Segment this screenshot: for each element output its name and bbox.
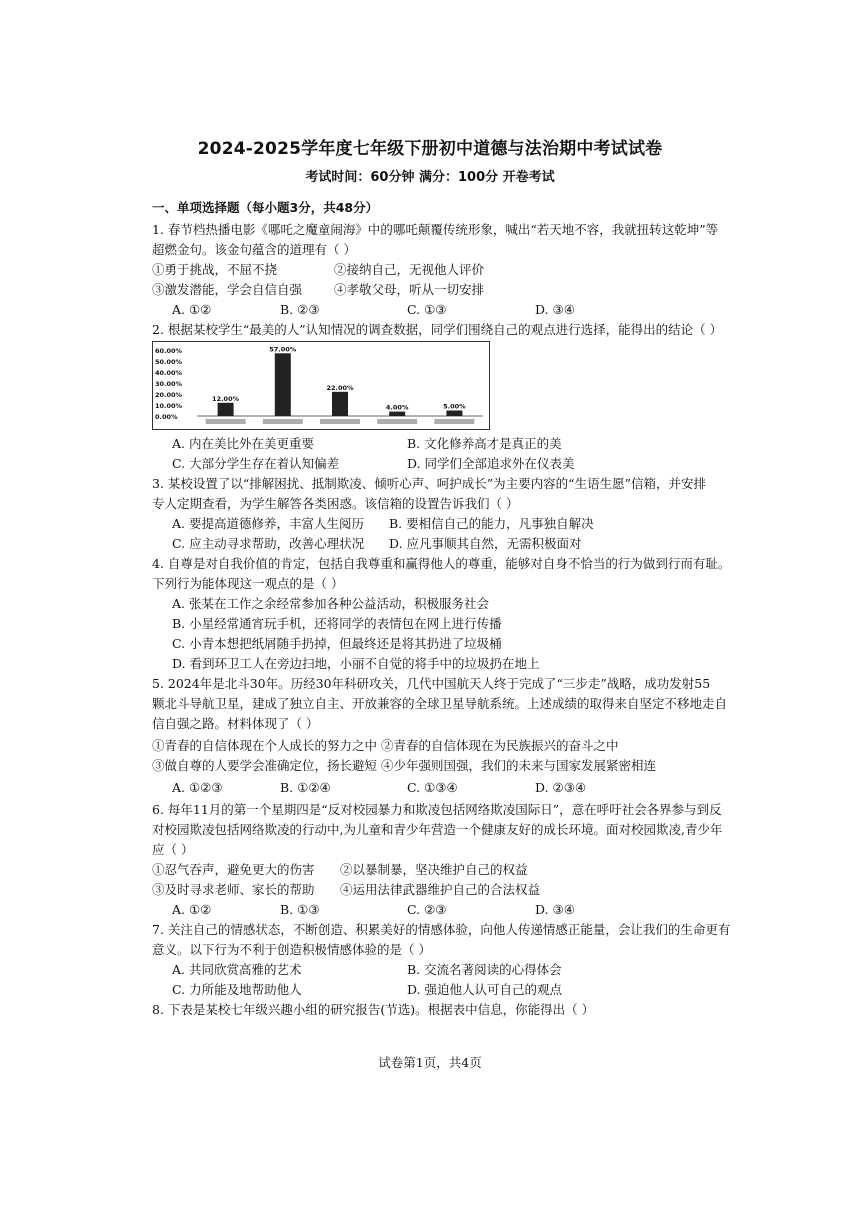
q4-option-a[interactable]: A. 张某在工作之余经常参加各种公益活动，积极服务社会 [172,596,489,611]
y-tick-label: 50.00% [155,358,183,366]
page-title: 2024-2025学年度七年级下册初中道德与法治期中考试试卷 [197,139,663,159]
q6-option-d[interactable]: D. ③④ [535,902,575,917]
q6-item-1: ①忍气吞声，避免更大的伤害 [152,862,315,877]
q1-option-d[interactable]: D. ③④ [535,302,575,317]
q4-option-b[interactable]: B. 小星经常通宵玩手机，还将同学的表情包在网上进行传播 [172,616,502,631]
q2-option-d[interactable]: D. 同学们全部追求外在仪表美 [407,456,575,471]
bar-1 [218,403,234,416]
q4-option-d[interactable]: D. 看到环卫工人在旁边扫地，小丽不自觉的将手中的垃圾扔在地上 [172,656,540,671]
q7-option-c[interactable]: C. 力所能及地帮助他人 [172,982,302,997]
q3-option-a[interactable]: A. 要提高道德修养，丰富人生阅历 [172,516,364,531]
q6-stem-line1: 6. 每年11月的第一个星期四是“反对校园暴力和欺凌包括网络欺凌国际日”，意在呼吁社会各界参与到反 [152,802,722,817]
category-label-blur [377,419,417,424]
q6-stem-line3: 应（ ） [152,842,194,857]
q3-stem-line1: 3. 某校设置了以“排解困扰、抵制欺凌、倾听心声、呵护成长”为主要内容的“生语生愿”信箱，并安排 [152,476,706,491]
q5-option-a[interactable]: A. ①②③ [172,780,223,795]
q7-option-a[interactable]: A. 共同欣赏高雅的艺术 [172,962,302,977]
q1-item-4: ④孝敬父母，听从一切安排 [334,282,485,297]
q1-stem-line2: 超燃金句。该金句蕴含的道理有（ ） [152,242,356,257]
q5-option-b[interactable]: B. ①②④ [280,780,331,795]
bar-2 [275,353,291,416]
q1-stem-line1: 1. 春节档热播电影《哪吒之魔童闹海》中的哪吒颠覆传统形象，喊出“若天地不容，我就扭转这乾坤”等 [152,222,719,237]
q1-item-2: ②接纳自己，无视他人评价 [334,262,485,277]
q5-option-c[interactable]: C. ①③④ [407,780,458,795]
q6-item-3: ③及时寻求老师、家长的帮助 [152,882,315,897]
q4-stem-line2: 下列行为能体现这一观点的是（ ） [152,576,344,591]
q3-option-b[interactable]: B. 要相信自己的能力，凡事独自解决 [389,516,594,531]
chart-svg [153,342,489,429]
q5-items-3-4: ③做自尊的人要学会准确定位，扬长避短 ④少年强则国强，我们的未来与国家发展紧密相连 [152,758,656,773]
y-tick-label: 40.00% [155,369,183,377]
category-label-blur [320,419,360,424]
bar-data-label: 12.00% [212,394,240,403]
q6-stem-line2: 对校园欺凌包括网络欺凌的行动中,为儿童和青少年营造一个健康友好的成长环境。面对校园欺凌,青少年 [152,822,723,837]
q1-option-c[interactable]: C. ①③ [407,302,447,317]
q1-option-b[interactable]: B. ②③ [280,302,320,317]
bar-data-label: 57.00% [269,345,297,354]
q5-stem-line2: 颗北斗导航卫星，建成了独立自主、开放兼容的全球卫星导航系统。上述成绩的取得来自坚定不移地走自 [152,696,728,711]
q2-option-c[interactable]: C. 大部分学生存在着认知偏差 [172,456,340,471]
q4-option-c[interactable]: C. 小青本想把纸屑随手扔掉，但最终还是将其扔进了垃圾桶 [172,636,502,651]
q8-stem: 8. 下表是某校七年级兴趣小组的研究报告(节选)。根据表中信息，你能得出（ ） [152,1002,595,1017]
bar-data-label: 22.00% [326,383,354,392]
q6-item-4: ④运用法律武器维护自己的合法权益 [340,882,541,897]
q6-option-a[interactable]: A. ①② [172,902,212,917]
q3-option-d[interactable]: D. 应凡事顺其自然，无需积极面对 [389,536,582,551]
survey-bar-chart [152,341,490,430]
q2-stem: 2. 根据某校学生“最美的人”认知情况的调查数据，同学们围绕自己的观点进行选择，能得出的结论（ ） [152,322,723,337]
q6-option-c[interactable]: C. ②③ [407,902,447,917]
y-tick-label: 0.00% [155,413,178,421]
bar-4 [389,412,405,416]
q4-stem-line1: 4. 自尊是对自我价值的肯定，包括自我尊重和赢得他人的尊重，能够对自身不恰当的行为做到行而有耻。 [152,556,731,571]
q7-stem-line1: 7. 关注自己的情感状态，不断创造、积累美好的情感体验，向他人传递情感正能量，会让我们的生命更有 [152,922,731,937]
bar-3 [332,392,348,416]
q1-option-a[interactable]: A. ①② [172,302,212,317]
q6-option-b[interactable]: B. ①③ [280,902,320,917]
bar-data-label: 5.00% [443,402,466,411]
y-tick-label: 20.00% [155,391,183,399]
y-tick-label: 30.00% [155,380,183,388]
q6-item-2: ②以暴制暴，坚决维护自己的权益 [340,862,528,877]
q3-option-c[interactable]: C. 应主动寻求帮助，改善心理状况 [172,536,365,551]
q5-stem-line3: 信自强之路。材料体现了（ ） [152,716,319,731]
q7-stem-line2: 意义。以下行为不利于创造积极情感体验的是（ ） [152,942,431,957]
y-tick-label: 10.00% [155,402,183,410]
bar-data-label: 4.00% [385,403,409,412]
y-tick-label: 60.00% [155,347,183,355]
exam-info: 考试时间：60分钟 满分：100分 开卷考试 [305,170,555,185]
page-footer: 试卷第1页，共4页 [378,1055,482,1070]
q2-option-b[interactable]: B. 文化修养高才是真正的美 [407,436,562,451]
q2-option-a[interactable]: A. 内在美比外在美更重要 [172,436,314,451]
q5-items-1-2: ①青春的自信体现在个人成长的努力之中 ②青春的自信体现在为民族振兴的奋斗之中 [152,738,619,753]
section-heading: 一、单项选择题（每小题3分，共48分） [152,200,379,215]
q1-item-3: ③激发潜能，学会自信自强 [152,282,303,297]
category-label-blur [434,419,474,424]
category-label-blur [206,419,246,424]
q7-option-d[interactable]: D. 强迫他人认可自己的观点 [407,982,563,997]
bar-5 [446,411,462,417]
category-label-blur [263,419,303,424]
q5-stem-line1: 5. 2024年是北斗30年。历经30年科研攻关，几代中国航天人终于完成了“三步走”战略，成功发射55 [152,676,711,691]
q1-item-1: ①勇于挑战，不屈不挠 [152,262,278,277]
q3-stem-line2: 专人定期查看，为学生解答各类困惑。该信箱的设置告诉我们（ ） [152,496,519,511]
q7-option-b[interactable]: B. 交流名著阅读的心得体会 [407,962,562,977]
q5-option-d[interactable]: D. ②③④ [535,780,587,795]
